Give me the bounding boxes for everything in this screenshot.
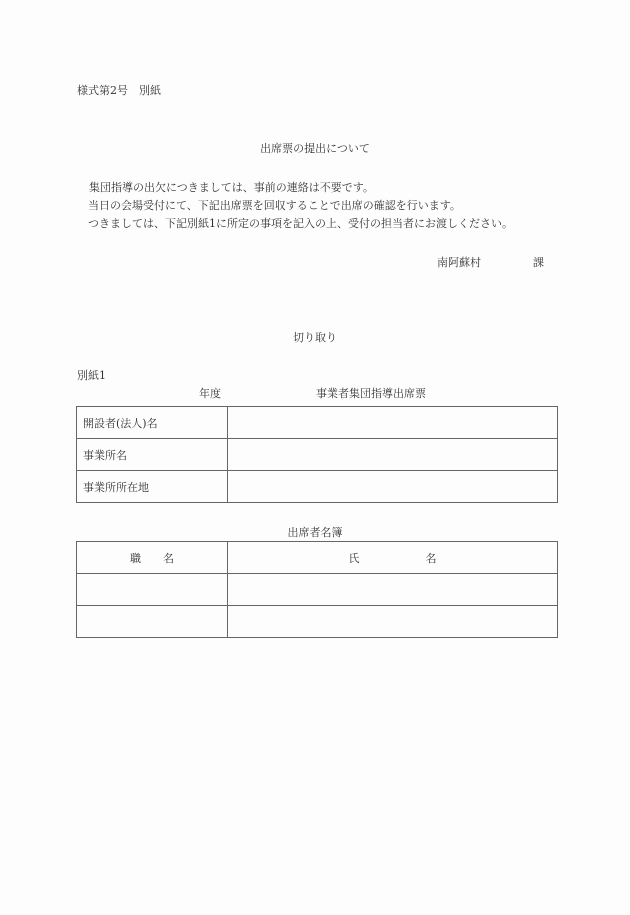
fiscal-year-label: 年度 bbox=[199, 387, 221, 400]
table-row bbox=[77, 407, 558, 439]
business-info-table bbox=[76, 406, 558, 503]
header-position-char2: 名 bbox=[163, 551, 174, 565]
notice-line-1: 集団指導の出欠につきましては、事前の連絡は不要です。 bbox=[89, 181, 374, 194]
attendance-form-title: 事業者集団指導出席票 bbox=[316, 387, 426, 400]
attendee-name-field[interactable] bbox=[228, 606, 558, 638]
document-title: 出席票の提出について bbox=[260, 142, 370, 155]
attendee-name-field[interactable] bbox=[228, 574, 558, 606]
column-header-position bbox=[77, 542, 228, 574]
notice-line-2: 当日の会場受付にて、下記出席票を回収することで出席の確認を行います。 bbox=[77, 199, 461, 212]
table-row bbox=[77, 606, 558, 638]
office-name-field[interactable] bbox=[228, 439, 558, 471]
column-header-name bbox=[228, 542, 558, 574]
header-name-char2: 名 bbox=[425, 551, 437, 565]
form-number-label: 様式第2号 別紙 bbox=[77, 84, 161, 97]
office-address-field[interactable] bbox=[228, 471, 558, 503]
header-name-char1: 氏 bbox=[348, 551, 360, 565]
table-row bbox=[77, 574, 558, 606]
office-name-label: 事業所名 bbox=[77, 439, 228, 471]
signature-organization: 南阿蘇村 bbox=[437, 256, 481, 269]
table-row bbox=[77, 439, 558, 471]
cut-line-label: 切り取り bbox=[293, 331, 337, 344]
attendee-position-field[interactable] bbox=[77, 606, 228, 638]
annex-label: 別紙1 bbox=[77, 369, 106, 382]
attendee-roster-table bbox=[76, 541, 558, 638]
table-row bbox=[77, 471, 558, 503]
signature-department: 課 bbox=[533, 256, 544, 269]
roster-header-row bbox=[77, 542, 558, 574]
operator-name-label: 開設者(法人)名 bbox=[77, 407, 228, 439]
header-position-char1: 職 bbox=[130, 551, 141, 565]
roster-title: 出席者名簿 bbox=[287, 526, 343, 539]
operator-name-field[interactable] bbox=[228, 407, 558, 439]
office-address-label: 事業所所在地 bbox=[77, 471, 228, 503]
attendee-position-field[interactable] bbox=[77, 574, 228, 606]
notice-line-3: つきましては、下記別紙1に所定の事項を記入の上、受付の担当者にお渡しください。 bbox=[77, 217, 513, 230]
